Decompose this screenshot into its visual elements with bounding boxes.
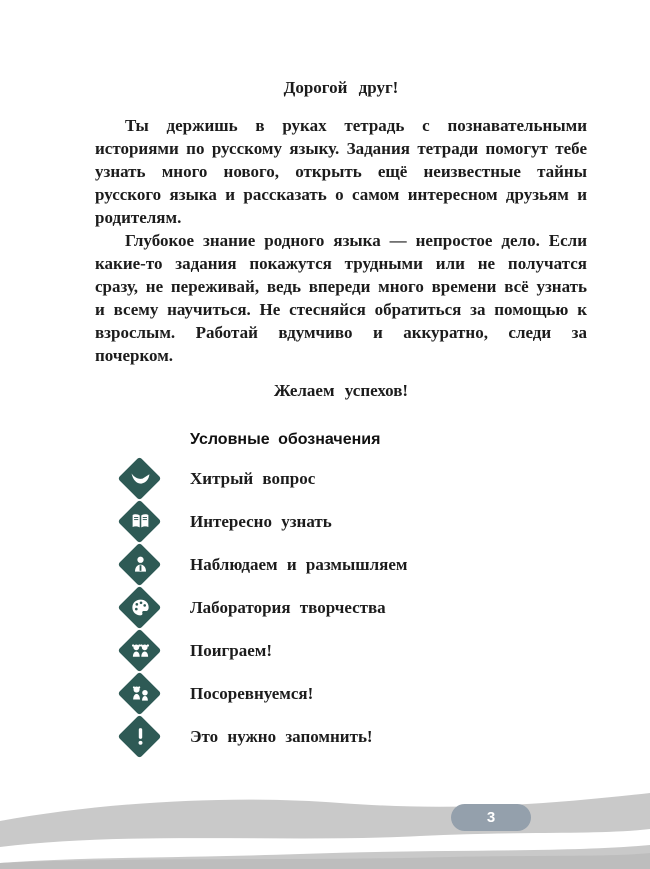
legend-label: Это нужно запомнить! bbox=[190, 726, 373, 746]
art-palette-icon bbox=[117, 585, 163, 631]
greeting-title: Дорогой друг! bbox=[283, 78, 399, 97]
playing-children-icon bbox=[117, 628, 163, 674]
legend-title: Условные обозначения bbox=[190, 431, 381, 448]
competing-children-glyph bbox=[130, 683, 151, 704]
legend-item-compete bbox=[117, 672, 587, 715]
legend-label: Поиграем! bbox=[190, 640, 272, 660]
exclamation-mark-icon bbox=[117, 714, 163, 760]
legend-item-tricky-question bbox=[117, 457, 587, 500]
intro-paragraph-1: Ты держишь в руках тетрадь с познавательными историями по русскому языку. Задания тетради помогут тебе узнать много нового, открыть ещё неизвестные тайны русского языка и рассказать о самом интересном друзьям и родителям. bbox=[95, 116, 587, 227]
fox-glyph bbox=[130, 468, 151, 489]
wish-line: Желаем успехов! bbox=[273, 381, 409, 400]
open-book-glyph bbox=[130, 511, 151, 532]
legend-label: Хитрый вопрос bbox=[190, 468, 316, 488]
legend-item-remember bbox=[117, 715, 587, 758]
page-number: 3 bbox=[486, 809, 496, 826]
legend-item-play bbox=[117, 629, 587, 672]
legend-item-interesting bbox=[117, 500, 587, 543]
legend-item-observe bbox=[117, 543, 587, 586]
intro-paragraph-2: Глубокое знание родного языка — непростое дело. Если какие-то задания покажутся трудными или не получатся сразу, не переживай, ведь впереди много времени всё узнать и всему научиться. Не стесняйся обратиться за помощью к взрослым. Работай вдумчиво и аккуратно, следи за почерком. bbox=[95, 231, 587, 365]
legend-list bbox=[117, 457, 587, 758]
tricky-question-fox-icon bbox=[117, 456, 163, 502]
legend-label: Лаборатория творчества bbox=[190, 597, 386, 617]
page-number-badge bbox=[451, 804, 531, 831]
observing-person-icon bbox=[117, 542, 163, 588]
open-book-icon bbox=[117, 499, 163, 545]
children-glyph bbox=[130, 640, 151, 661]
person-glyph bbox=[130, 554, 151, 575]
competing-children-icon bbox=[117, 671, 163, 717]
legend-label: Посоревнуемся! bbox=[190, 683, 314, 703]
footer-wave-decoration bbox=[0, 787, 650, 869]
exclamation-glyph bbox=[130, 726, 151, 747]
page-content bbox=[95, 78, 587, 758]
palette-glyph bbox=[130, 597, 151, 618]
legend-label: Интересно узнать bbox=[190, 511, 332, 531]
legend-label: Наблюдаем и размышляем bbox=[190, 554, 408, 574]
legend-item-creativity bbox=[117, 586, 587, 629]
